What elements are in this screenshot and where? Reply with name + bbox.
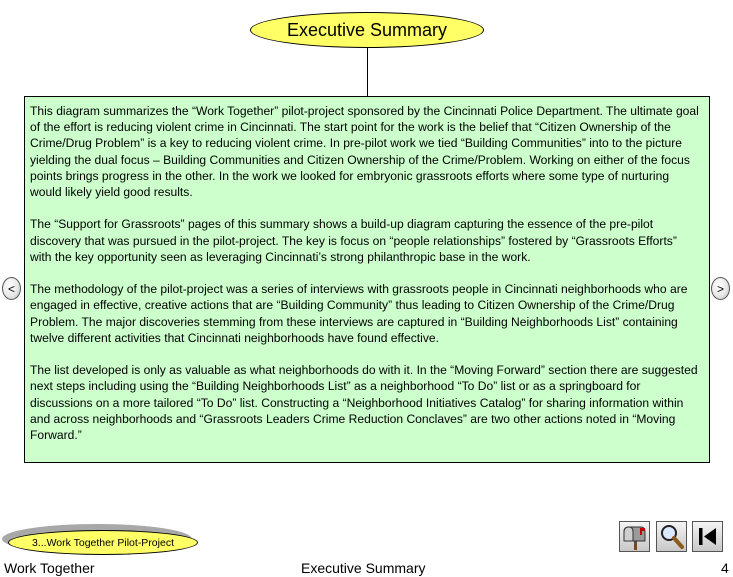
first-page-button[interactable]	[692, 521, 723, 552]
footer-section: Executive Summary	[301, 560, 426, 576]
footer-title: Work Together	[4, 560, 95, 576]
summary-box	[24, 96, 710, 463]
previous-page-button[interactable]: <	[2, 277, 21, 300]
skip-to-first-icon	[693, 522, 722, 551]
mailbox-button[interactable]	[619, 521, 650, 552]
summary-paragraph-2: The “Support for Grassroots” pages of this summary shows a build-up diagram capturing the essence of the pre-pilot discovery that was pursued in the pilot-project. The key is focus on “people relationships” fostered by “Grassroots Efforts” with the key opportunity seen as leveraging Cincinnati’s strong philanthropic base in the work.	[30, 217, 677, 264]
zoom-button[interactable]	[656, 521, 687, 552]
summary-paragraph-1: This diagram summarizes the “Work Together” pilot-project sponsored by the Cincinnati Police Department. The ultimate goal of the effort is reducing violent crime in Cincinnati. The start point for the work is the belief that “Citizen Ownership of the Crime/Drug Problem” is a key to reducing violent crime. In pre-pilot work we tied “Building Communities” into to the picture yielding the dual focus – Building Communities and Citizen Ownership of the Crime/Problem. Working on either of the focus points brings progress in the other. In the work we looked for embryonic grassroots efforts where some type of nurturing would likely yield good results.	[30, 104, 699, 200]
section-link-button[interactable]: 3...Work Together Pilot-Project	[8, 530, 198, 555]
mailbox-icon	[620, 522, 649, 551]
summary-paragraph-3: The methodology of the pilot-project was a series of interviews with grassroots people in Cincinnati neighborhoods who are engaged in effective, creative actions that are “Building Community” thus leading to Citizen Ownership of the Crime/Drug Problem. The major discoveries stemming from these interviews are captured in “Building Neighborhoods List” containing twelve different activities that Cincinnati neighborhoods have found effective.	[30, 282, 688, 345]
summary-paragraph-4: The list developed is only as valuable as what neighborhoods do with it. In the “Moving Forward” section there are suggested next steps including using the “Building Neighborhoods List” as a neighborhood “To Do” list or as a springboard for discussions on a more tailored “To Do” list. Constructing a “Neighborhood Initiatives Catalog” for sharing information within and across neighborhoods and “Grassroots Leaders Crime Reduction Conclaves” are two other actions noted in “Moving Forward.”	[30, 363, 698, 443]
magnifier-icon	[657, 522, 686, 551]
page-title: Executive Summary	[250, 12, 484, 48]
connector-line	[367, 48, 368, 97]
page-number: 4	[721, 560, 729, 576]
next-page-button[interactable]: >	[711, 277, 730, 300]
